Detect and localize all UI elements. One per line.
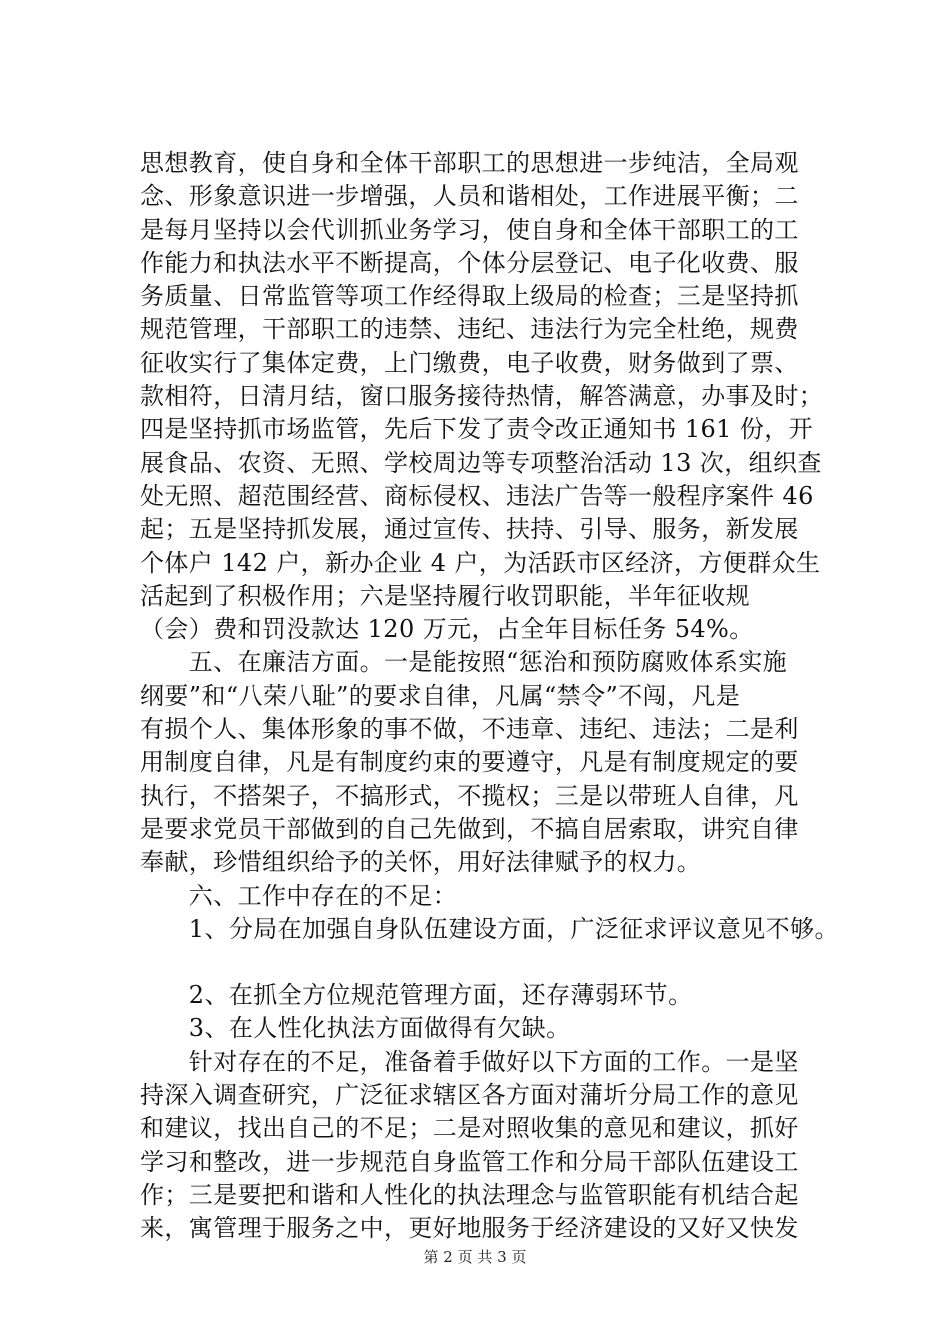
text-line: 款相符，日清月结，窗口服务接待热情，解答满意，办事及时； — [140, 382, 824, 411]
text-line: 和建议，找出自己的不足；二是对照收集的意见和建议，抓好 — [140, 1114, 799, 1143]
text-line: 持深入调查研究，广泛征求辖区各方面对蒲圻分局工作的意见 — [140, 1081, 799, 1110]
text-line: 纲要”和“八荣八耻”的要求自律，凡属“禁令”不闯，凡是 — [140, 681, 741, 710]
text-line: 个体户 142 户，新办企业 4 户，为活跃市区经济，方便群众生 — [140, 548, 821, 577]
text-line: 思想教育，使自身和全体干部职工的思想进一步纯洁，全局观 — [140, 149, 799, 177]
text-line: 学习和整改，进一步规范自身监管工作和分局干部队伍建设工 — [140, 1147, 799, 1176]
text-line: 作；三是要把和谐和人性化的执法理念与监管职能有机结合起 — [140, 1180, 799, 1209]
text-line: 活起到了积极作用；六是坚持履行收罚职能，半年征收规 — [140, 581, 750, 610]
text-line: 来，寓管理于服务之中，更好地服务于经济建设的又好又快发 — [140, 1214, 799, 1243]
list-item: 3、在人性化执法方面做得有欠缺。 — [140, 1014, 571, 1043]
text-line: 针对存在的不足，准备着手做好以下方面的工作。一是坚 — [140, 1047, 799, 1076]
section-heading-integrity: 五、在廉洁方面。一是能按照“惩治和预防腐败体系实施 — [140, 648, 788, 677]
text-line: 征收实行了集体定费，上门缴费，电子收费，财务做到了票、 — [140, 348, 799, 377]
text-line: 是要求党员干部做到的自己先做到，不搞自居索取，讲究自律 — [140, 814, 799, 843]
document-body — [140, 147, 839, 1246]
text-line: 是每月坚持以会代训抓业务学习，使自身和全体干部职工的工 — [140, 215, 799, 244]
text-line: 执行，不搭架子，不搞形式，不揽权；三是以带班人自律，凡 — [140, 781, 799, 810]
text-line: 处无照、超范围经营、商标侵权、违法广告等一般程序案件 46 — [140, 481, 814, 510]
text-line: 四是坚持抓市场监管，先后下发了责令改正通知书 161 份，开 — [140, 415, 814, 444]
list-item: 2、在抓全方位规范管理方面，还存薄弱环节。 — [140, 981, 693, 1010]
blank-line — [140, 946, 832, 979]
section-heading-shortcomings: 六、工作中存在的不足： — [140, 881, 458, 910]
text-line: 规范管理，干部职工的违禁、违纪、违法行为完全杜绝，规费 — [140, 315, 799, 344]
text-line: 奉献，珍惜组织给予的关怀，用好法律赋予的权力。 — [140, 848, 702, 877]
page-number-footer: 第 2 页 共 3 页 — [423, 1248, 527, 1266]
text-line: 有损个人、集体形象的事不做，不违章、违纪、违法；二是利 — [140, 715, 799, 744]
text-line: 念、形象意识进一步增强，人员和谐相处，工作进展平衡；二 — [140, 182, 799, 211]
text-line: 务质量、日常监管等项工作经得取上级局的检查；三是坚持抓 — [140, 282, 799, 311]
text-line: 用制度自律，凡是有制度约束的要遵守，凡是有制度规定的要 — [140, 748, 799, 777]
list-item: 1、分局在加强自身队伍建设方面，广泛征求评议意见不够。 — [140, 914, 839, 943]
text-line: 起；五是坚持抓发展，通过宣传、扶持、引导、服务，新发展 — [140, 515, 799, 544]
text-line: （会）费和罚没款达 120 万元，占全年目标任务 54%。 — [140, 615, 754, 644]
text-line: 展食品、农资、无照、学校周边等专项整治活动 13 次，组织查 — [140, 448, 822, 477]
text-line: 作能力和执法水平不断提高，个体分层登记、电子化收费、服 — [140, 248, 799, 277]
